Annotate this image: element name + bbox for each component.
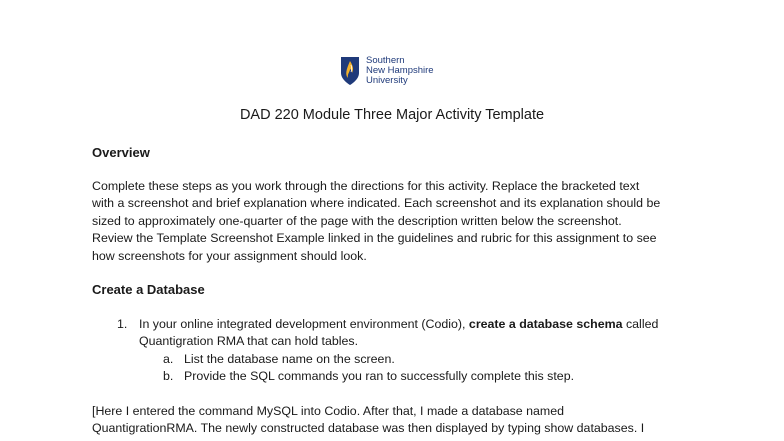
overview-line: Complete these steps as you work through the directions for this activity. Replace the bracketed text bbox=[92, 179, 640, 193]
step-text-bold: create a database schema bbox=[468, 317, 623, 331]
logo-wordmark bbox=[366, 56, 434, 86]
step-text-post: called bbox=[622, 317, 659, 331]
overview-line: sized to approximately one-quarter of the page with the description written below the screenshot. bbox=[92, 213, 622, 228]
logo-line-3: University bbox=[366, 75, 408, 86]
subitem-text: List the database name on the screen. bbox=[184, 352, 395, 366]
subitem-letter: a. bbox=[163, 352, 174, 366]
step-text-pre: In your online integrated development environment (Codio), bbox=[139, 317, 469, 331]
answer-line: [Here I entered the command MySQL into Codio. After that, I made a database named bbox=[92, 404, 565, 418]
overview-line: with a screenshot and brief explanation where indicated. Each screenshot and its explanation should be bbox=[92, 196, 661, 211]
overview-line: how screenshots for your assignment should look. bbox=[92, 248, 367, 263]
logo-line-1: Southern bbox=[366, 55, 405, 66]
step-text-line2: Quantigration RMA that can hold tables. bbox=[139, 334, 359, 349]
answer-paragraph bbox=[92, 403, 712, 438]
shield-flame-icon bbox=[340, 56, 360, 86]
overview-heading: Overview bbox=[92, 145, 150, 160]
overview-line: Review the Template Screenshot Example linked in the guidelines and rubric for this assignment to see bbox=[92, 231, 657, 246]
subitem-letter: b. bbox=[163, 369, 174, 383]
create-database-heading: Create a Database bbox=[92, 282, 205, 297]
step-instruction bbox=[139, 316, 658, 351]
subitem-text: Provide the SQL commands you ran to successfully complete this step. bbox=[184, 369, 575, 383]
university-logo bbox=[340, 55, 434, 87]
overview-paragraph bbox=[92, 178, 712, 265]
answer-line: QuantigrationRMA. The newly constructed database was then displayed by typing show databases. I bbox=[92, 421, 645, 436]
document-title: DAD 220 Module Three Major Activity Template bbox=[239, 107, 545, 123]
step-number: 1. bbox=[117, 317, 128, 331]
logo-line-2: New Hampshire bbox=[366, 65, 434, 76]
